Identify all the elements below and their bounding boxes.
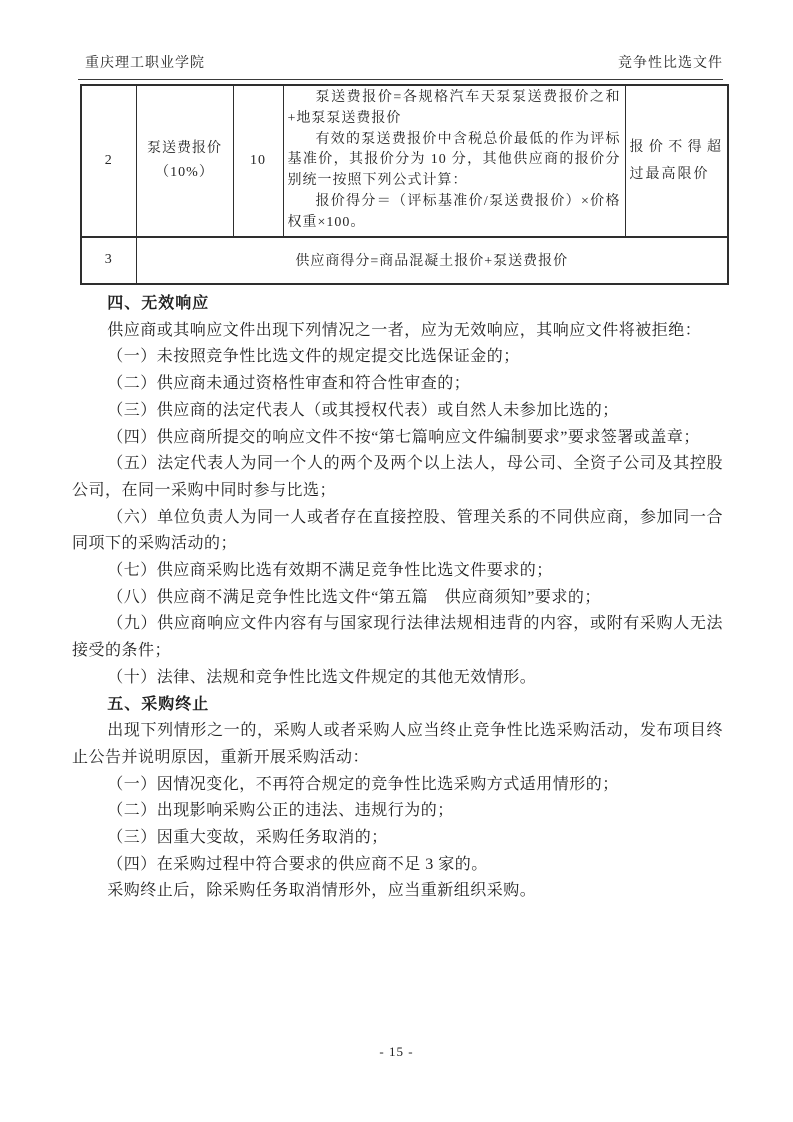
- section-intro: 供应商或其响应文件出现下列情况之一者，应为无效响应，其响应文件将被拒绝：: [107, 321, 702, 339]
- header-right-title: 竞争性比选文件: [618, 56, 723, 71]
- item-name: 泵送费报价: [147, 140, 222, 156]
- note-cell: 报价不得超过最高限价: [625, 85, 728, 237]
- page-number: - 15 -: [379, 1044, 414, 1059]
- table-row: [81, 85, 728, 237]
- list-item: （八）供应商不满足竞争性比选文件“第五篇 供应商须知”要求的；: [107, 588, 601, 606]
- list-item: （二）供应商未通过资格性审查和符合性审查的；: [107, 375, 471, 393]
- item-weight-percent: （10%）: [155, 164, 214, 180]
- criteria-cell: [283, 85, 625, 237]
- page-header: [78, 52, 723, 80]
- criteria-paragraph: 泵送费报价=各规格汽车天泵泵送费报价之和+地泵泵送费报价: [287, 90, 621, 126]
- total-score-formula: 供应商得分=商品混凝土报价+泵送费报价: [136, 237, 728, 284]
- list-item: （五）法定代表人为同一个人的两个及两个以上法人，母公司、全资子公司及其控股公司，在同一采购中同时参与比选；: [72, 455, 723, 499]
- list-item: （四）供应商所提交的响应文件不按“第七篇响应文件编制要求”要求签署或盖章；: [107, 428, 700, 446]
- section-heading: 四、无效响应: [107, 295, 210, 312]
- evaluation-table: [80, 84, 729, 285]
- section-outro: 采购终止后，除采购任务取消情形外，应当重新组织采购。: [107, 882, 537, 900]
- list-item: （九）供应商响应文件内容有与国家现行法律法规相违背的内容，或附有采购人无法接受的条件；: [72, 615, 723, 660]
- list-item: （三）因重大变故，采购任务取消的；: [107, 829, 388, 847]
- row-index: 2: [81, 85, 136, 237]
- criteria-paragraph: 有效的泵送费报价中含税总价最低的作为评标基准价，其报价分为 10 分，其他供应商的报价分别统一按照下列公式计算：: [287, 131, 621, 189]
- list-item: （十）法律、法规和竞争性比选文件规定的其他无效情形。: [107, 668, 537, 686]
- list-item: （一）因情况变化，不再符合规定的竞争性比选采购方式适用情形的；: [107, 775, 619, 793]
- list-item: （七）供应商采购比选有效期不满足竞争性比选文件要求的；: [107, 562, 553, 580]
- document-body: [72, 291, 723, 905]
- row-index: 3: [81, 237, 136, 284]
- item-name-cell: [136, 85, 233, 237]
- list-item: （二）出现影响采购公正的违法、违规行为的；: [107, 802, 454, 820]
- header-left-title: 重庆理工职业学院: [85, 56, 205, 71]
- section-intro: 出现下列情形之一的，采购人或者采购人应当终止竞争性比选采购活动，发布项目终止公告并说明原因，重新开展采购活动：: [72, 722, 723, 766]
- score-weight: 10: [233, 85, 283, 237]
- criteria-paragraph: 报价得分＝（评标基准价/泵送费报价）×价格权重×100。: [287, 193, 621, 230]
- list-item: （三）供应商的法定代表人（或其授权代表）或自然人未参加比选的；: [107, 401, 619, 419]
- list-item: （六）单位负责人为同一人或者存在直接控股、管理关系的不同供应商，参加同一合同项下的采购活动的；: [72, 508, 723, 553]
- section-heading: 五、采购终止: [107, 695, 210, 713]
- table-row: [81, 237, 728, 284]
- page-footer: [0, 1044, 793, 1060]
- list-item: （四）在采购过程中符合要求的供应商不足 3 家的。: [107, 855, 488, 873]
- list-item: （一）未按照竞争性比选文件的规定提交比选保证金的；: [107, 348, 520, 366]
